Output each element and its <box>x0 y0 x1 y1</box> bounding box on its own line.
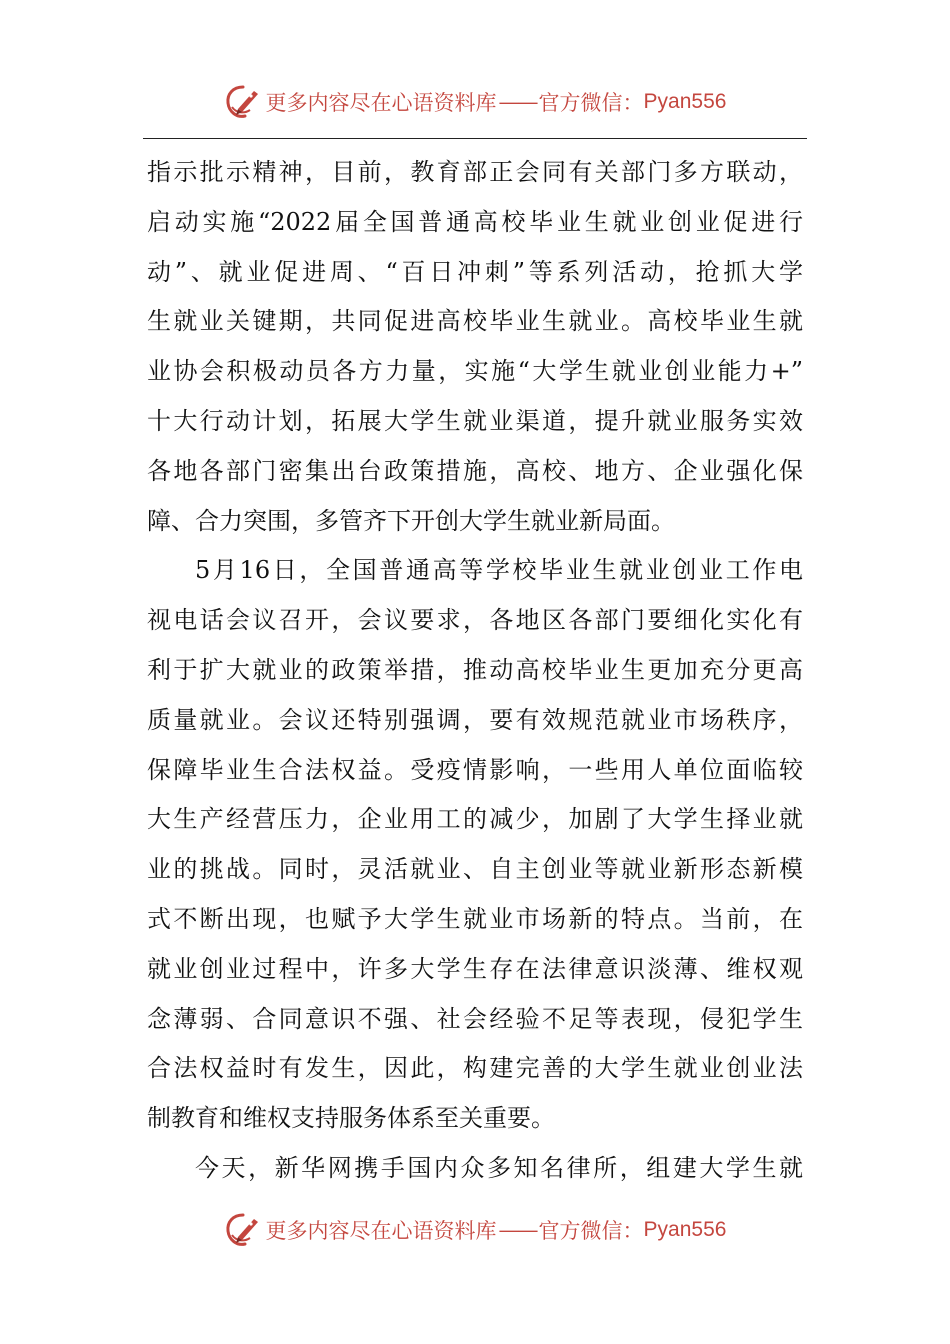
watermark-dash: —— <box>498 90 537 114</box>
text-line: 合法权益时有发生，因此，构建完善的大学生就业创业法 <box>147 1054 803 1083</box>
text-line: 就业创业过程中，许多大学生存在法律意识淡薄、维权观 <box>147 954 803 983</box>
text-line: 视电话会议召开，会议要求，各地区各部门要细化实化有 <box>147 606 803 635</box>
paragraph-3 <box>147 1144 803 1194</box>
text-line: 生就业关键期，共同促进高校毕业生就业。高校毕业生就 <box>147 307 803 336</box>
text-line: 障、合力突围，多管齐下开创大学生就业新局面。 <box>147 506 675 535</box>
document-body <box>147 148 803 1194</box>
text-line: 动”、就业促进周、“百日冲刺”等系列活动，抢抓大学 <box>147 257 803 286</box>
watermark-wechat-id: Pyan556 <box>643 1218 727 1241</box>
watermark-wechat-id: Pyan556 <box>643 90 727 113</box>
text-line: 5月16日，全国普通高等学校毕业生就业创业工作电 <box>195 556 803 585</box>
paragraph-1 <box>147 148 803 546</box>
watermark-main-text: 更多内容尽在心语资料库 <box>265 91 497 115</box>
text-line: 念薄弱、合同意识不强、社会经验不足等表现，侵犯学生 <box>147 1004 803 1033</box>
text-line: 利于扩大就业的政策举措，推动高校毕业生更加充分更高 <box>147 655 803 684</box>
watermark-main-text: 更多内容尽在心语资料库 <box>265 1219 497 1243</box>
text-line: 十大行动计划，拓展大学生就业渠道，提升就业服务实效 <box>147 406 803 435</box>
header-divider <box>143 138 807 139</box>
text-line: 启动实施“2022届全国普通高校毕业生就业创业促进行 <box>147 207 803 236</box>
watermark-header <box>0 82 950 122</box>
pen-nib-swirl-logo-icon <box>224 83 262 121</box>
watermark-wechat-label: 官方微信： <box>538 91 644 115</box>
watermark-wechat-label: 官方微信： <box>538 1219 644 1243</box>
text-line: 大生产经营压力，企业用工的减少，加剧了大学生择业就 <box>147 805 803 834</box>
text-line: 今天，新华网携手国内众多知名律所，组建大学生就 <box>195 1153 803 1182</box>
pen-nib-swirl-logo-icon <box>224 1211 262 1249</box>
text-line: 式不断出现，也赋予大学生就业市场新的特点。当前，在 <box>147 904 803 933</box>
paragraph-2 <box>147 546 803 1144</box>
text-line: 各地各部门密集出台政策措施，高校、地方、企业强化保 <box>147 456 803 485</box>
text-line: 指示批示精神，目前，教育部正会同有关部门多方联动， <box>147 158 803 186</box>
text-line: 业的挑战。同时，灵活就业、自主创业等就业新形态新模 <box>147 855 803 884</box>
text-line: 制教育和维权支持服务体系至关重要。 <box>147 1104 555 1133</box>
watermark-dash: —— <box>498 1218 537 1242</box>
watermark-footer <box>0 1210 950 1250</box>
text-line: 质量就业。会议还特别强调，要有效规范就业市场秩序， <box>147 705 803 734</box>
text-line: 保障毕业生合法权益。受疫情影响，一些用人单位面临较 <box>147 755 803 784</box>
text-line: 业协会积极动员各方力量，实施“大学生就业创业能力+” <box>147 357 803 386</box>
